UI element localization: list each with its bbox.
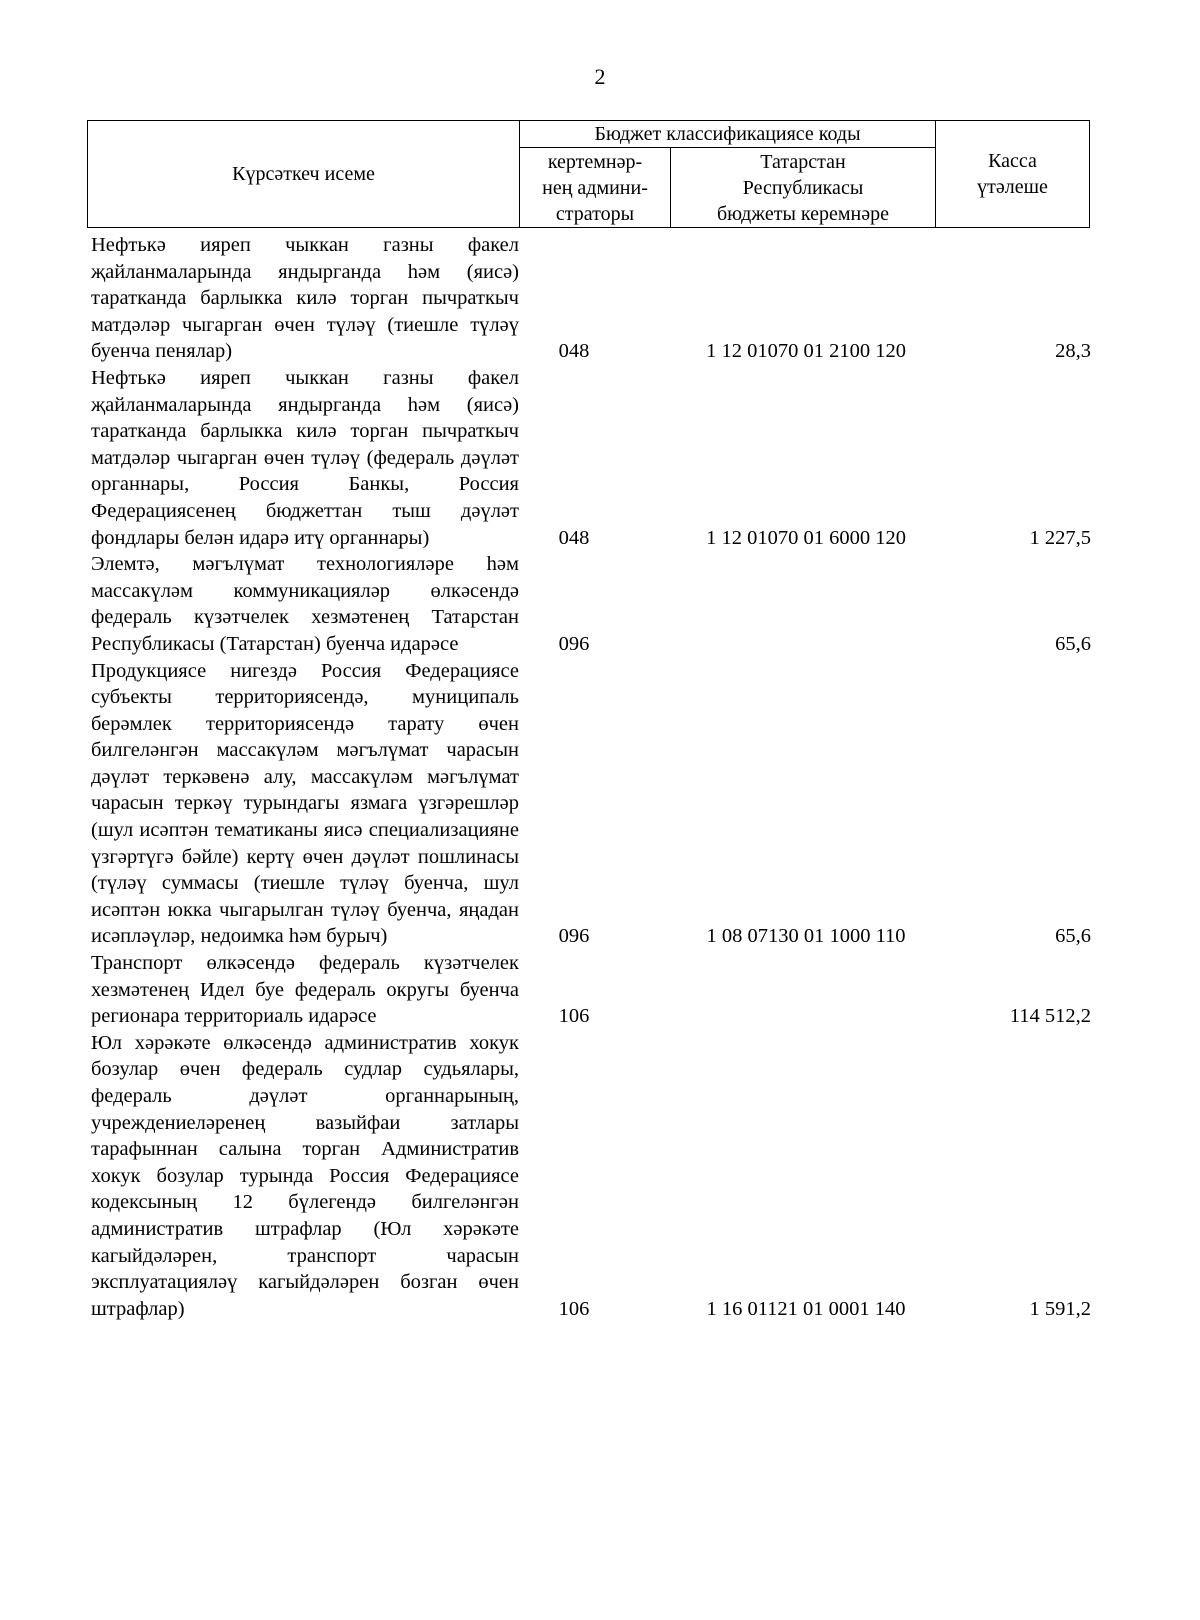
table-row — [91, 365, 1091, 551]
row-cash-amount: 28,3 — [1055, 340, 1091, 363]
row-cash-amount: 1 591,2 — [1029, 1297, 1091, 1320]
table-header — [87, 120, 1090, 228]
row-name: Нефтькә ияреп чыккан газны факел җайланмаларында яндырганда һәм (яисә) таратканда барлыкка килә торган пычраткыч матдәләр чыгарган өчен түләү (тиешле түләү буенча пенялар) — [91, 234, 519, 363]
row-revenue-code: 1 12 01070 01 6000 120 — [706, 526, 906, 549]
row-admin-code: 096 — [558, 632, 590, 655]
header-revenue-column: Татарстан Республикасы бюджеты керемнәре — [671, 148, 936, 228]
table-row — [91, 950, 1091, 1030]
row-cash-amount: 114 512,2 — [1009, 1005, 1091, 1028]
row-name: Продукциясе нигездә Россия Федерациясе субъекты территориясендә, муниципаль берәмлек территориясендә тарату өчен билгеләнгән массакүләм мәгълүмат чарасын дәүләт теркәвенә алу, массакүләм мәгълүмат чарасын теркәү турындагы язмага үзгәрешләр (шул исәптән тематиканы яисә специализацияне үзгәртүгә бәйле) кертү өчен дәүләт пошлинасы (түләү суммасы (тиешле түләү буенча, шул исәптән юкка чыгарылган түләү буенча, яңадан исәпләүләр, недоимка һәм бурыч) — [91, 659, 519, 948]
row-admin-code: 106 — [558, 1297, 590, 1320]
table-row — [91, 232, 1091, 365]
row-admin-code: 048 — [558, 340, 590, 363]
table-row — [91, 658, 1091, 951]
table-body — [91, 232, 1091, 1322]
row-cash-amount: 65,6 — [1055, 632, 1091, 655]
table-row — [91, 1030, 1091, 1323]
row-admin-code: 106 — [558, 1005, 590, 1028]
row-name: Элемтә, мәгълүмат технологияләре һәм массакүләм коммуникацияләр өлкәсендә федераль күзәтчелек хезмәтенең Татарстан Республикасы (Татарстан) буенча идарәсе — [91, 553, 519, 655]
row-admin-code: 096 — [558, 925, 590, 948]
row-name: Транспорт өлкәсендә федераль күзәтчелек хезмәтенең Идел буе федераль округы буенча регионара территориаль идарәсе — [91, 952, 519, 1028]
row-name: Нефтькә ияреп чыккан газны факел җайланмаларында яндырганда һәм (яисә) таратканда барлыкка килә торган пычраткыч матдәләр чыгарган өчен түләү (федераль дәүләт органнары, Россия Банкы, Россия Федерациясенең бюджеттан тыш дәүләт фондлары белән идарә итү органнары) — [91, 366, 519, 549]
row-revenue-code: 1 16 01121 01 0001 140 — [706, 1297, 906, 1320]
row-cash-amount: 1 227,5 — [1029, 526, 1091, 549]
row-admin-code: 048 — [558, 526, 590, 549]
table-row — [91, 551, 1091, 657]
header-cash-column: Касса үтәлеше — [936, 121, 1090, 228]
header-admin-column: кертемнәр- нең админи- страторы — [520, 148, 671, 228]
header-name-column: Күрсәткеч исеме — [88, 121, 520, 228]
page-number: 2 — [594, 64, 606, 89]
header-budget-code-group: Бюджет классификациясе коды — [520, 121, 936, 148]
row-revenue-code: 1 08 07130 01 1000 110 — [706, 925, 906, 948]
row-cash-amount: 65,6 — [1055, 925, 1091, 948]
row-name: Юл хәрәкәте өлкәсендә административ хокук бозулар өчен федераль судлар судьялары, федераль дәүләт органнарының, учреждениеләренең вазыйфаи затлары тарафыннан салына торган Административ хокук бозулар турында Россия Федерациясе кодексының 12 бүлегендә билгеләнгән административ штрафлар (Юл хәрәкәте кагыйдәләрен, транспорт чарасын эксплуатацияләү кагыйдәләрен бозган өчен штрафлар) — [91, 1031, 519, 1320]
row-revenue-code: 1 12 01070 01 2100 120 — [706, 340, 906, 363]
